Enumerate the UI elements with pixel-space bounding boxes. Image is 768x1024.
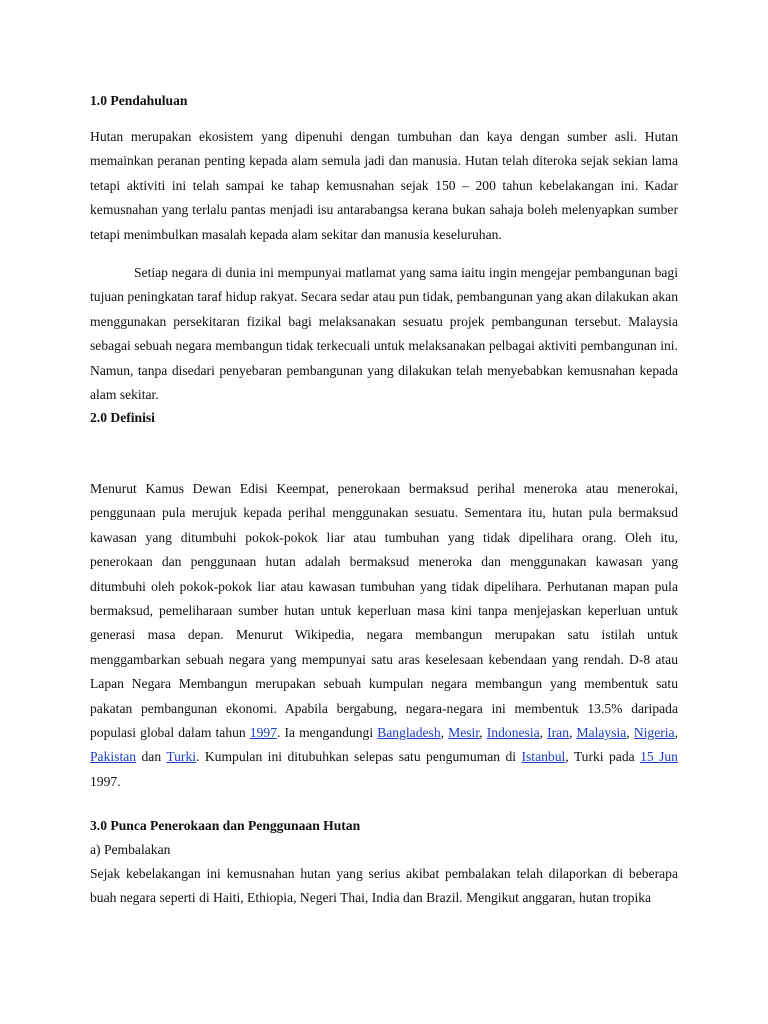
link-1997[interactable]: 1997	[249, 725, 277, 741]
definition-text: Menurut Kamus Dewan Edisi Keempat, penerokaan bermaksud perihal meneroka atau menerokai, penggunaan pula merujuk kepada perihal menggunakan sesuatu. Sementara itu, hutan pula bermaksud kawasan yang ditumbuhi pokok-pokok liar atau tumbuhan yang tidak dipelihara orang. Oleh itu, penerokaan dan penggunaan hutan adalah bermaksud meneroka dan menggunakan kawasan yang ditumbuhi oleh pokok-pokok liar atau kawasan tumbuhan yang tidak dipelihara. Perhutanan mapan pula bermaksud, pemeliharaan sumber hutan untuk keperluan masa kini tanpa menjejaskan keperluan untuk generasi masa depan. Menurut Wikipedia, negara membangun merupakan satu istilah untuk menggambarkan sebuah negara yang mempunyai satu aras keselesaan kebendaan yang rendah. D-8 atau Lapan Negara Membangun merupakan sebuah kumpulan negara membangun yang membentuk satu pakatan pembangunan ekonomi. Apabila bergabung, negara-negara ini membentuk 13.5% daripada populasi global dalam tahun	[90, 481, 678, 741]
comma: ,	[674, 725, 678, 741]
comma: ,	[440, 725, 449, 741]
comma: ,	[626, 725, 634, 741]
link-turki[interactable]: Turki	[166, 749, 197, 765]
link-indonesia[interactable]: Indonesia	[486, 725, 540, 741]
text-segment: . Ia mengandungi	[276, 725, 378, 741]
section-2-paragraph	[90, 477, 678, 794]
section-1-paragraph-1: Hutan merupakan ekosistem yang dipenuhi dengan tumbuhan dan kaya dengan sumber asli. Hutan memainkan peranan penting kepada alam semula jadi dan manusia. Hutan telah diteroka sejak sekian lama tetapi aktiviti ini telah sampai ke tahap kemusnahan sejak 150 – 200 tahun kebelakangan ini. Kadar kemusnahan yang terlalu pantas menjadi isu antarabangsa kerana bukan sahaja boleh melenyapkan sumber tetapi menimbulkan masalah kepada alam sekitar dan manusia keseluruhan.	[90, 129, 678, 242]
section-1-heading: 1.0 Pendahuluan	[90, 93, 188, 108]
link-nigeria[interactable]: Nigeria	[633, 725, 675, 741]
comma: ,	[539, 725, 548, 741]
comma: ,	[479, 725, 487, 741]
text-segment: 1997.	[90, 773, 121, 789]
link-bangladesh[interactable]: Bangladesh	[377, 725, 441, 741]
link-mesir[interactable]: Mesir	[448, 725, 480, 741]
link-malaysia[interactable]: Malaysia	[576, 725, 627, 741]
link-iran[interactable]: Iran	[547, 725, 570, 741]
link-15-jun[interactable]: 15 Jun	[640, 749, 678, 765]
text-segment: dan	[136, 749, 167, 765]
text-segment: . Kumpulan ini ditubuhkan selepas satu pengumuman di	[196, 749, 522, 765]
section-1-paragraph-2: Setiap negara di dunia ini mempunyai matlamat yang sama iaitu ingin mengejar pembangunan bagi tujuan peningkatan taraf hidup rakyat. Secara sedar atau pun tidak, pembangunan yang akan dilakukan akan menggunakan persekitaran fizikal bagi melaksanakan sesuatu projek pembangunan tersebut. Malaysia sebagai sebuah negara membangun tidak terkecuali untuk melaksanakan pelbagai aktiviti pembangunan ini. Namun, tanpa disedari penyebaran pembangunan yang dilakukan telah menyebabkan kemusnahan kepada alam sekitar.	[90, 265, 678, 403]
section-3-paragraph-1: Sejak kebelakangan ini kemusnahan hutan yang serius akibat pembalakan telah dilaporkan di beberapa buah negara seperti di Haiti, Ethiopia, Negeri Thai, India dan Brazil. Mengikut anggaran, hutan tropika	[90, 866, 678, 906]
comma: ,	[569, 725, 577, 741]
link-pakistan[interactable]: Pakistan	[90, 749, 137, 765]
subsection-a-label: a) Pembalakan	[90, 842, 171, 857]
link-istanbul[interactable]: Istanbul	[521, 749, 566, 765]
section-2-heading: 2.0 Definisi	[90, 410, 155, 425]
section-3-heading: 3.0 Punca Penerokaan dan Penggunaan Hutan	[90, 818, 361, 833]
text-segment: , Turki pada	[565, 749, 641, 765]
